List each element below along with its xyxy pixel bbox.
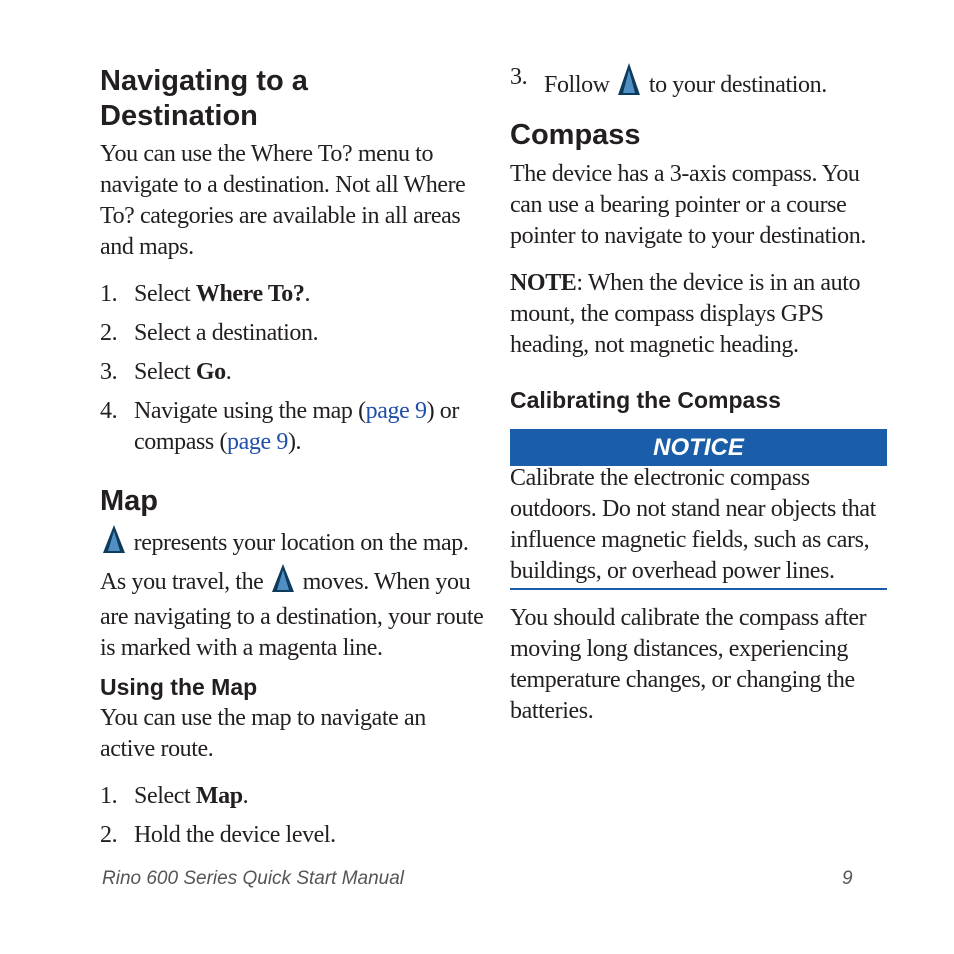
map-section-title: Map xyxy=(100,485,158,517)
where-to-menu-ref: Where To? xyxy=(195,281,305,307)
nav-step-4 xyxy=(100,396,490,458)
nav-intro-paragraph: You can use the Where To? menu to navigate to a destination. Not all Where To? categories are available in all areas and maps. xyxy=(100,141,466,260)
footer-page-number: 9 xyxy=(842,868,853,889)
notice-bottom-rule xyxy=(510,588,887,590)
using-step-1 xyxy=(100,781,490,812)
step-number: 3. xyxy=(510,64,528,90)
step-text: Select Where To?. xyxy=(134,281,311,307)
compass-paragraph: The device has a 3-axis compass. You can use a bearing pointer or a course pointer to navigate to your destination. xyxy=(510,161,866,249)
step-text: Select Map. xyxy=(134,783,249,809)
step-text: Hold the device level. xyxy=(134,822,336,848)
step-number: 1. xyxy=(100,281,118,307)
using-map-subtitle: Using the Map xyxy=(100,674,258,700)
step-number: 1. xyxy=(100,783,118,809)
using-step-2 xyxy=(100,820,490,851)
calibrate-paragraph: You should calibrate the compass after moving long distances, experiencing temperature changes, or changing the batteries. xyxy=(510,605,867,724)
notice-header-bar xyxy=(510,429,887,466)
using-map-paragraph: You can use the map to navigate an active route. xyxy=(100,705,426,762)
step-number: 4. xyxy=(100,398,118,424)
note-paragraph: NOTE: When the device is in an auto mount, the compass displays GPS heading, not magnetic heading. xyxy=(510,270,861,358)
step-number: 3. xyxy=(100,359,118,385)
position-pointer-icon xyxy=(617,62,641,105)
map-menu-ref: Map xyxy=(195,783,243,809)
notice-label: NOTICE xyxy=(653,434,744,461)
step-text: Select Go. xyxy=(134,359,232,385)
step-text: Select a destination. xyxy=(134,320,319,346)
position-pointer-icon xyxy=(102,524,126,563)
nav-step-3 xyxy=(100,357,490,388)
follow-step-3 xyxy=(510,62,890,98)
nav-step-1 xyxy=(100,279,490,310)
compass-section-title: Compass xyxy=(510,119,641,151)
footer-manual-title: Rino 600 Series Quick Start Manual xyxy=(102,868,405,889)
compass-page-link[interactable]: page 9 xyxy=(227,429,288,455)
notice-paragraph: Calibrate the electronic compass outdoors. Do not stand near objects that influence magnetic fields, such as cars, buildings, or overhead power lines. xyxy=(510,465,876,584)
nav-step-2 xyxy=(100,318,490,349)
step-text: Follow to your destination. xyxy=(544,62,884,105)
step-text: Navigate using the map (page 9) or compass (page 9). xyxy=(134,398,459,455)
go-button-ref: Go xyxy=(195,359,226,385)
nav-title-line-2: Destination xyxy=(100,100,258,132)
nav-title-line-1: Navigating to a xyxy=(100,65,308,97)
position-pointer-icon xyxy=(271,563,295,602)
nav-section-title xyxy=(100,64,485,134)
step-number: 2. xyxy=(100,320,118,346)
note-label: NOTE xyxy=(510,270,577,296)
calibrating-subtitle: Calibrating the Compass xyxy=(510,387,781,413)
step-number: 2. xyxy=(100,822,118,848)
map-paragraph: represents your location on the map. As you travel, the moves. When you are navigating to a destination, your route is marked with a magenta line. xyxy=(100,524,485,664)
map-page-link[interactable]: page 9 xyxy=(365,398,427,424)
